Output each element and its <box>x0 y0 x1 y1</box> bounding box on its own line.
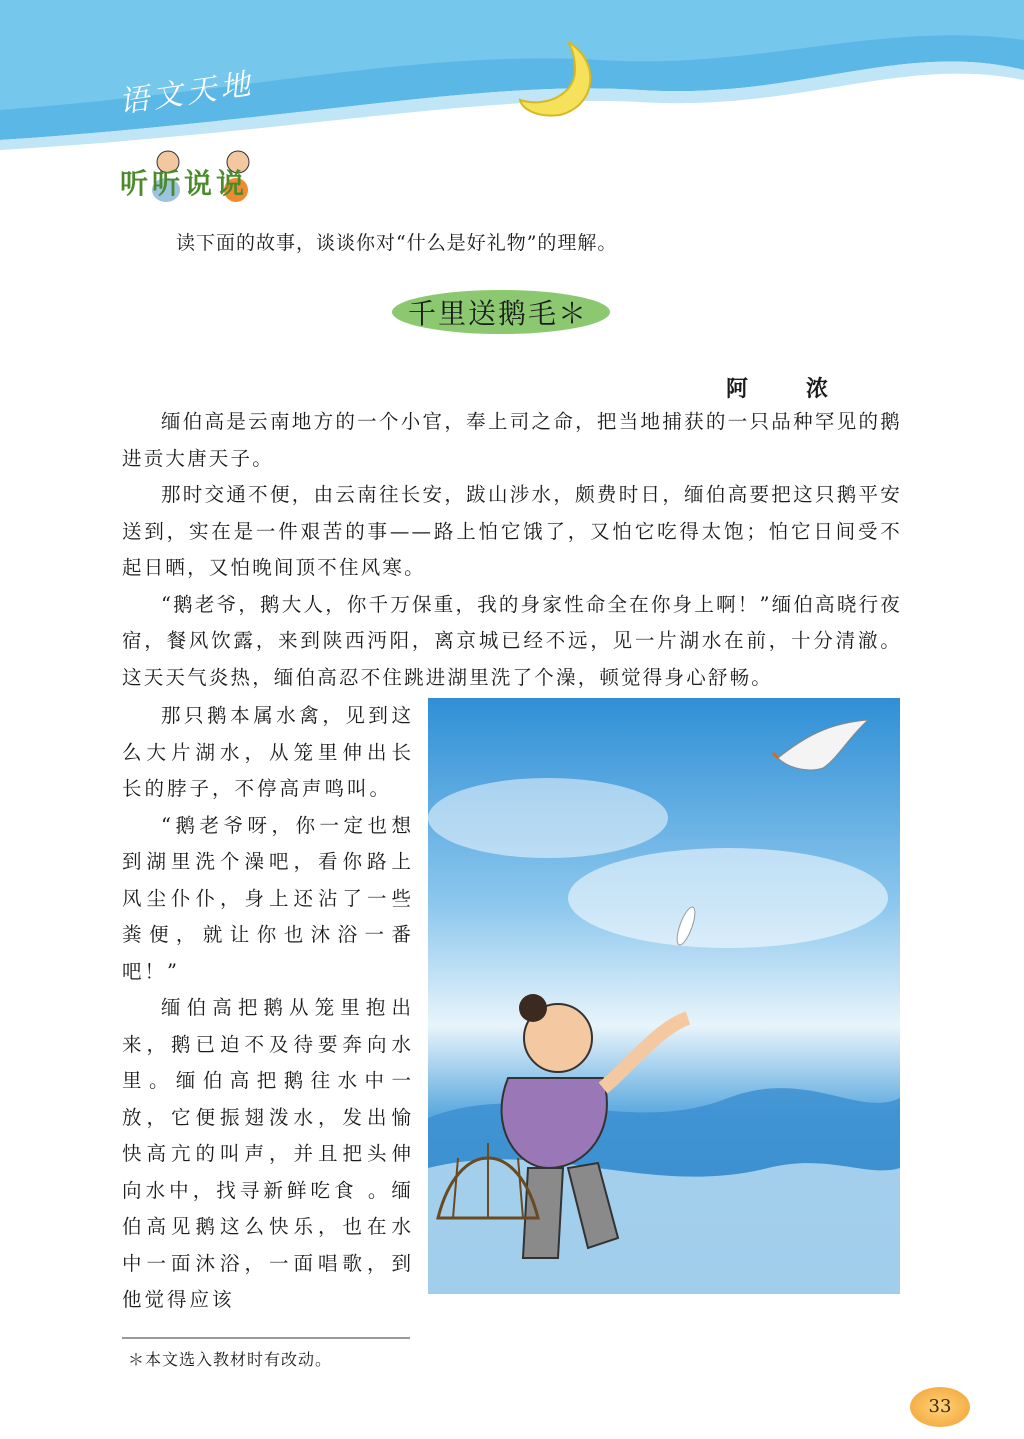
narrow-text-column <box>122 698 414 1371</box>
page-number: 33 <box>910 1387 970 1427</box>
article-author: 阿 浓 <box>726 376 847 402</box>
listen-speak-logo <box>118 148 278 208</box>
text-and-illustration-row <box>122 698 902 1371</box>
story-illustration <box>428 698 900 1294</box>
paragraph: “鹅老爷，鹅大人，你千万保重，我的身家性命全在你身上啊！”缅伯高晓行夜宿，餐风饮露，来到陕西沔阳，离京城已经不远，见一片湖水在前，十分清澈。这天天气炎热，缅伯高忍不住跳进湖里洗了个澡，顿觉得身心舒畅。 <box>122 592 902 689</box>
paragraph: 缅伯高把鹅从笼里抱出来，鹅已迫不及待要奔向水里。缅伯高把鹅往水中一放，它便振翅泼水，发出愉快高亢的叫声，并且把头伸向水中，找寻新鲜吃食 。缅伯高见鹅这么快乐，也在水中一面沐浴，一面唱歌，到他觉得应该 <box>122 996 414 1311</box>
goose-icon <box>773 720 868 770</box>
footnote: ＊本文选入教材时有改动。 <box>128 1349 333 1369</box>
paragraph: 那只鹅本属水禽，见到这么大片湖水，从笼里伸出长长的脖子，不停高声鸣叫。 <box>122 704 414 800</box>
paragraph: 缅伯高是云南地方的一个小官，奉上司之命，把当地捕获的一只品种罕见的鹅进贡大唐天子。 <box>122 410 902 470</box>
section-name: 语文天地 <box>116 66 257 121</box>
page-header-banner <box>0 0 1024 150</box>
logo-text: 听听说说 <box>120 167 249 200</box>
article-title: 千里送鹅毛＊ <box>408 297 589 330</box>
article-body <box>122 404 902 1371</box>
reading-prompt: 读下面的故事，谈谈你对“什么是好礼物”的理解。 <box>176 232 618 254</box>
footnote-divider <box>122 1337 410 1339</box>
paragraph: 那时交通不便，由云南往长安，跋山涉水，颇费时日，缅伯高要把这只鹅平安送到，实在是一件艰苦的事——路上怕它饿了，又怕它吃得太饱；怕它日间受不起日晒，又怕晚间顶不住风寒。 <box>122 483 902 579</box>
paragraph: “鹅老爷呀，你一定也想到湖里洗个澡吧，看你路上风尘仆仆，身上还沾了一些粪便，就让你也沐浴一番吧！” <box>122 813 414 983</box>
